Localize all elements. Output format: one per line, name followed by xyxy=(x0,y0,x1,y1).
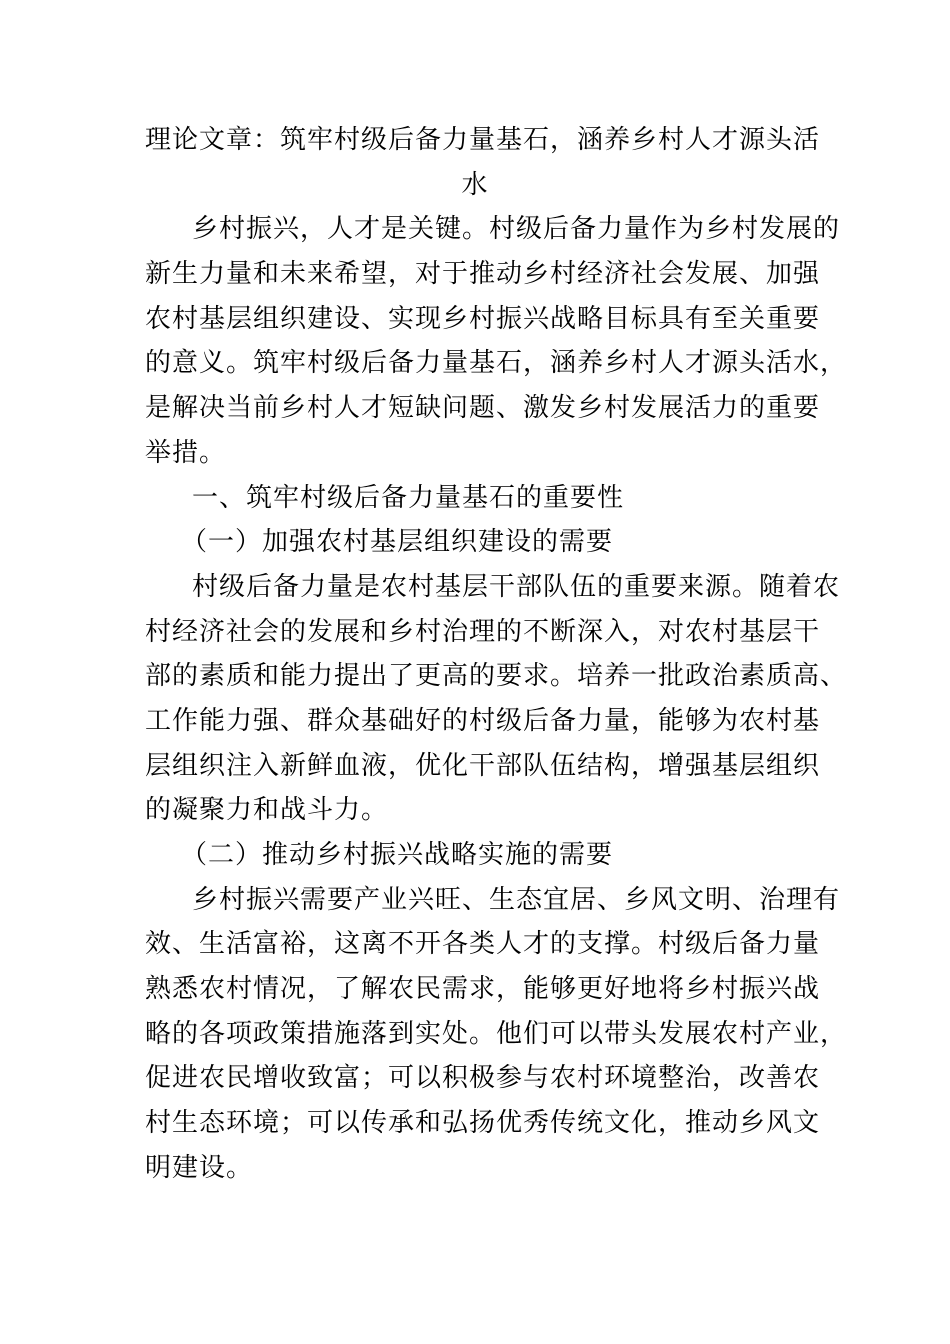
title-line: 理论文章：筑牢村级后备力量基石，涵养乡村人才源头活 xyxy=(145,125,821,155)
paragraph xyxy=(145,878,848,1191)
subsection-heading xyxy=(145,833,805,878)
text-line: 略的各项政策措施落到实处。他们可以带头发展农村产业， xyxy=(145,1018,848,1049)
text-line: 的意义。筑牢村级后备力量基石，涵养乡村人才源头活水， xyxy=(145,348,848,379)
text-line: 效、生活富裕，这离不开各类人才的支撑。村级后备力量 xyxy=(145,929,821,960)
text-line: 举措。 xyxy=(145,437,227,468)
text-line: 的凝聚力和战斗力。 xyxy=(145,795,389,826)
title-line: 水 xyxy=(461,169,489,200)
paragraph xyxy=(145,207,848,475)
text-line: （二）推动乡村振兴战略实施的需要 xyxy=(181,840,614,870)
text-line: 促进农民增收致富；可以积极参与农村环境整治，改善农 xyxy=(145,1063,821,1094)
text-line: 农村基层组织建设、实现乡村振兴战略目标具有至关重要 xyxy=(145,303,821,334)
text-line: 村级后备力量是农村基层干部队伍的重要来源。随着农 xyxy=(192,571,841,602)
text-line: 一、筑牢村级后备力量基石的重要性 xyxy=(192,482,625,513)
text-line: 乡村振兴需要产业兴旺、生态宜居、乡风文明、治理有 xyxy=(192,884,841,915)
text-line: 是解决当前乡村人才短缺问题、激发乡村发展活力的重要 xyxy=(145,393,821,424)
text-line: 工作能力强、群众基础好的村级后备力量，能够为农村基 xyxy=(145,705,821,736)
text-line: 村经济社会的发展和乡村治理的不断深入，对农村基层干 xyxy=(145,616,821,647)
text-line: 村生态环境；可以传承和弘扬优秀传统文化，推动乡风文 xyxy=(145,1108,821,1139)
text-line: （一）加强农村基层组织建设的需要 xyxy=(181,527,614,558)
subsection-heading xyxy=(145,520,805,565)
text-line: 乡村振兴，人才是关键。村级后备力量作为乡村发展的 xyxy=(192,214,841,245)
document-title xyxy=(145,118,821,207)
document-body xyxy=(145,207,848,1190)
section-heading xyxy=(145,476,805,521)
text-line: 部的素质和能力提出了更高的要求。培养一批政治素质高、 xyxy=(145,661,848,692)
text-line: 新生力量和未来希望，对于推动乡村经济社会发展、加强 xyxy=(145,259,821,290)
text-line: 层组织注入新鲜血液，优化干部队伍结构，增强基层组织 xyxy=(145,750,821,781)
text-line: 熟悉农村情况，了解农民需求，能够更好地将乡村振兴战 xyxy=(145,974,821,1005)
text-line: 明建设。 xyxy=(145,1152,254,1183)
document-page xyxy=(145,118,848,1191)
paragraph xyxy=(145,565,848,833)
